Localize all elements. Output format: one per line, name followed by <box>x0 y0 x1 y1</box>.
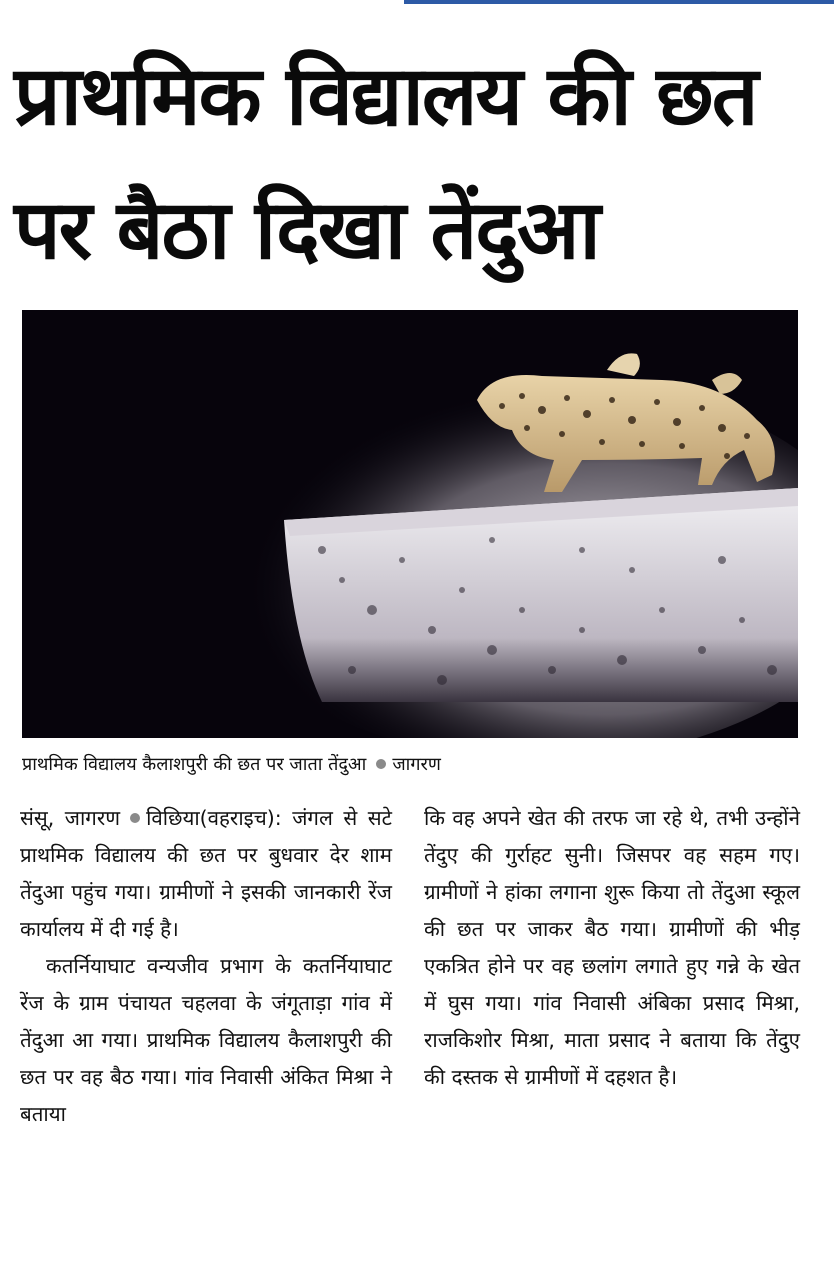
headline: प्राथमिक विद्यालय की छत पर बैठा दिखा तेंदुआ <box>14 49 757 278</box>
article-paragraph-2: कतर्नियाघाट वन्यजीव प्रभाग के कतर्नियाघाट रेंज के ग्राम पंचायत चहलवा के जंगूताड़ा गांव में तेंदुआ आ गया। प्राथमिक विद्यालय कैलाशपुरी की छत पर वह बैठ गया। गांव निवासी अंकित मिश्रा ने बताया <box>20 954 392 1126</box>
bullet-icon <box>376 759 386 769</box>
article-paragraph-3: कि वह अपने खेत की तरफ जा रहे थे, तभी उन्होंने तेंदुए की गुर्राहट सुनी। जिसपर वह सहम गए। ग्रामीणों ने हांका लगाना शुरू किया तो तेंदुआ स्कूल की छत पर जाकर बैठ गया। ग्रामीणों की भीड़ एकत्रित होने पर वह छलांग लगाते हुए गन्ने के खेत में घुस गया। गांव निवासी अंबिका प्रसाद मिश्रा, राजकिशोर मिश्रा, माता प्रसाद ने बताया कि तेंदुए की दस्तक से ग्रामीणों में दहशत है। <box>424 806 800 1089</box>
top-rule <box>404 0 834 4</box>
leopard-photo <box>22 310 798 738</box>
bullet-icon <box>130 813 140 823</box>
dateline-place: विछिया(वहराइच): <box>146 806 282 830</box>
photo-credit: जागरण <box>392 754 441 775</box>
article-column-right <box>424 800 800 1096</box>
article-paragraph-1 <box>20 800 392 948</box>
photo-caption <box>22 752 822 778</box>
paragraph-1-text: जंगल से सटे प्राथमिक विद्यालय की छत पर बुधवार देर शाम तेंदुआ पहुंच गया। ग्रामीणों ने इसकी जानकारी रेंज कार्यालय में दी गई है। <box>20 806 392 941</box>
leopard-photo-illustration <box>22 310 798 738</box>
caption-text: प्राथमिक विद्यालय कैलाशपुरी की छत पर जाता तेंदुआ <box>22 754 367 775</box>
dateline-source: संसू, जागरण <box>20 806 121 830</box>
article-column-left <box>20 800 392 1133</box>
